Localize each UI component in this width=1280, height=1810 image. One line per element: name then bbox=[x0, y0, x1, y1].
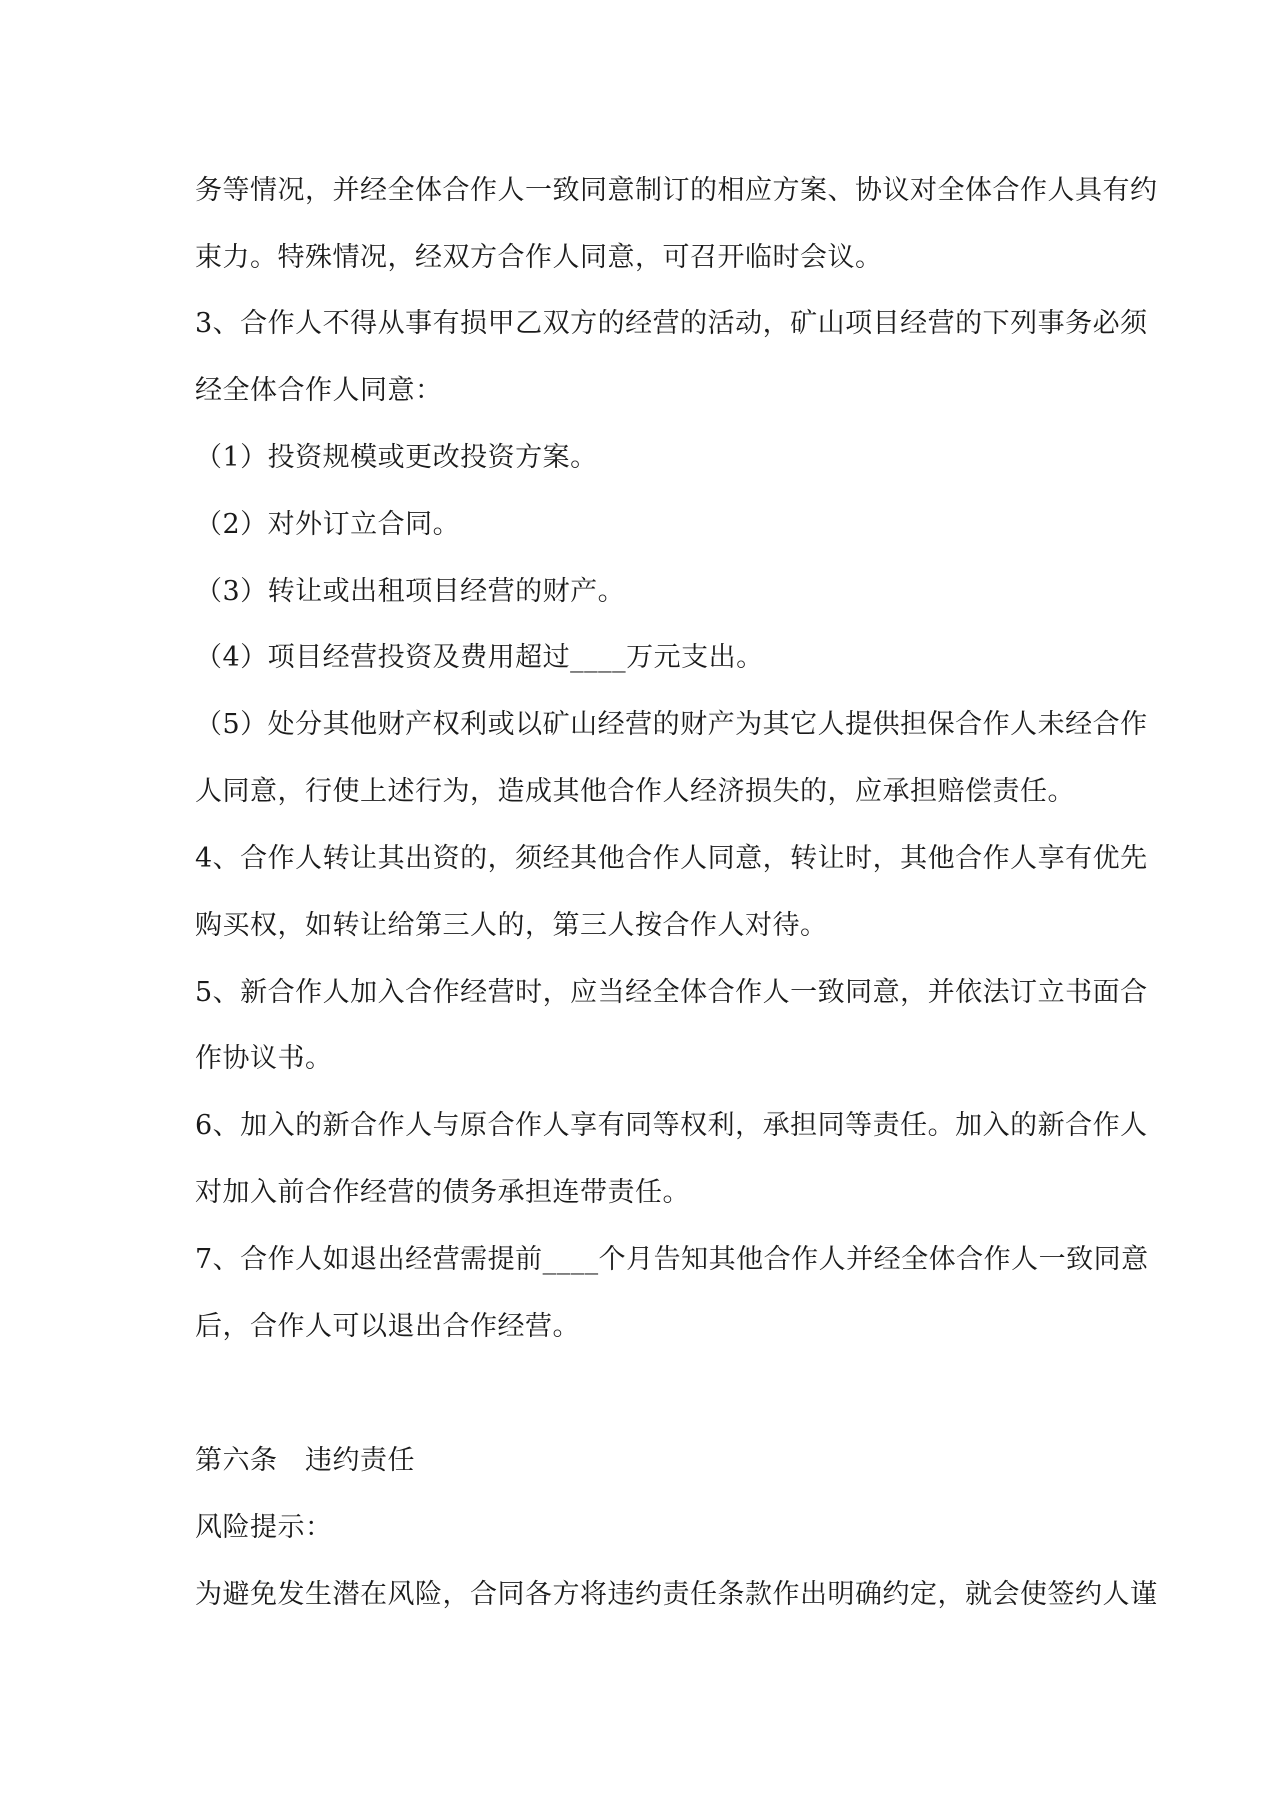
paragraph-line: 作协议书。 bbox=[195, 1043, 333, 1074]
list-item-4: （4）项目经营投资及费用超过____万元支出。 bbox=[195, 642, 764, 673]
list-item-2: （2）对外订立合同。 bbox=[195, 509, 461, 540]
paragraph-line: 后，合作人可以退出合作经营。 bbox=[195, 1311, 580, 1342]
clause-5-line: 5、新合作人加入合作经营时，应当经全体合作人一致同意，并依法订立书面合 bbox=[195, 977, 1148, 1008]
list-item-3: （3）转让或出租项目经营的财产。 bbox=[195, 576, 626, 607]
clause-7-line: 7、合作人如退出经营需提前____个月告知其他合作人并经全体合作人一致同意 bbox=[195, 1244, 1149, 1275]
paragraph-line: 购买权，如转让给第三人的，第三人按合作人对待。 bbox=[195, 910, 828, 941]
paragraph-line: 经全体合作人同意： bbox=[195, 375, 443, 406]
list-item-1: （1）投资规模或更改投资方案。 bbox=[195, 442, 598, 473]
clause-6-line: 6、加入的新合作人与原合作人享有同等权利，承担同等责任。加入的新合作人 bbox=[195, 1110, 1148, 1141]
clause-3-line: 3、合作人不得从事有损甲乙双方的经营的活动，矿山项目经营的下列事务必须 bbox=[195, 308, 1148, 339]
section-heading: 第六条 违约责任 bbox=[195, 1445, 415, 1476]
paragraph-line: 务等情况，并经全体合作人一致同意制订的相应方案、协议对全体合作人具有约 bbox=[195, 175, 1158, 206]
list-item-5: （5）处分其他财产权利或以矿山经营的财产为其它人提供担保合作人未经合作 bbox=[195, 709, 1148, 740]
paragraph-line: 为避免发生潜在风险，合同各方将违约责任条款作出明确约定，就会使签约人谨 bbox=[195, 1579, 1158, 1610]
clause-4-line: 4、合作人转让其出资的，须经其他合作人同意，转让时，其他合作人享有优先 bbox=[195, 843, 1148, 874]
paragraph-line: 对加入前合作经营的债务承担连带责任。 bbox=[195, 1177, 690, 1208]
risk-label: 风险提示： bbox=[195, 1512, 333, 1543]
paragraph-line: 人同意，行使上述行为，造成其他合作人经济损失的，应承担赔偿责任。 bbox=[195, 776, 1075, 807]
paragraph-line: 束力。特殊情况，经双方合作人同意，可召开临时会议。 bbox=[195, 242, 883, 273]
